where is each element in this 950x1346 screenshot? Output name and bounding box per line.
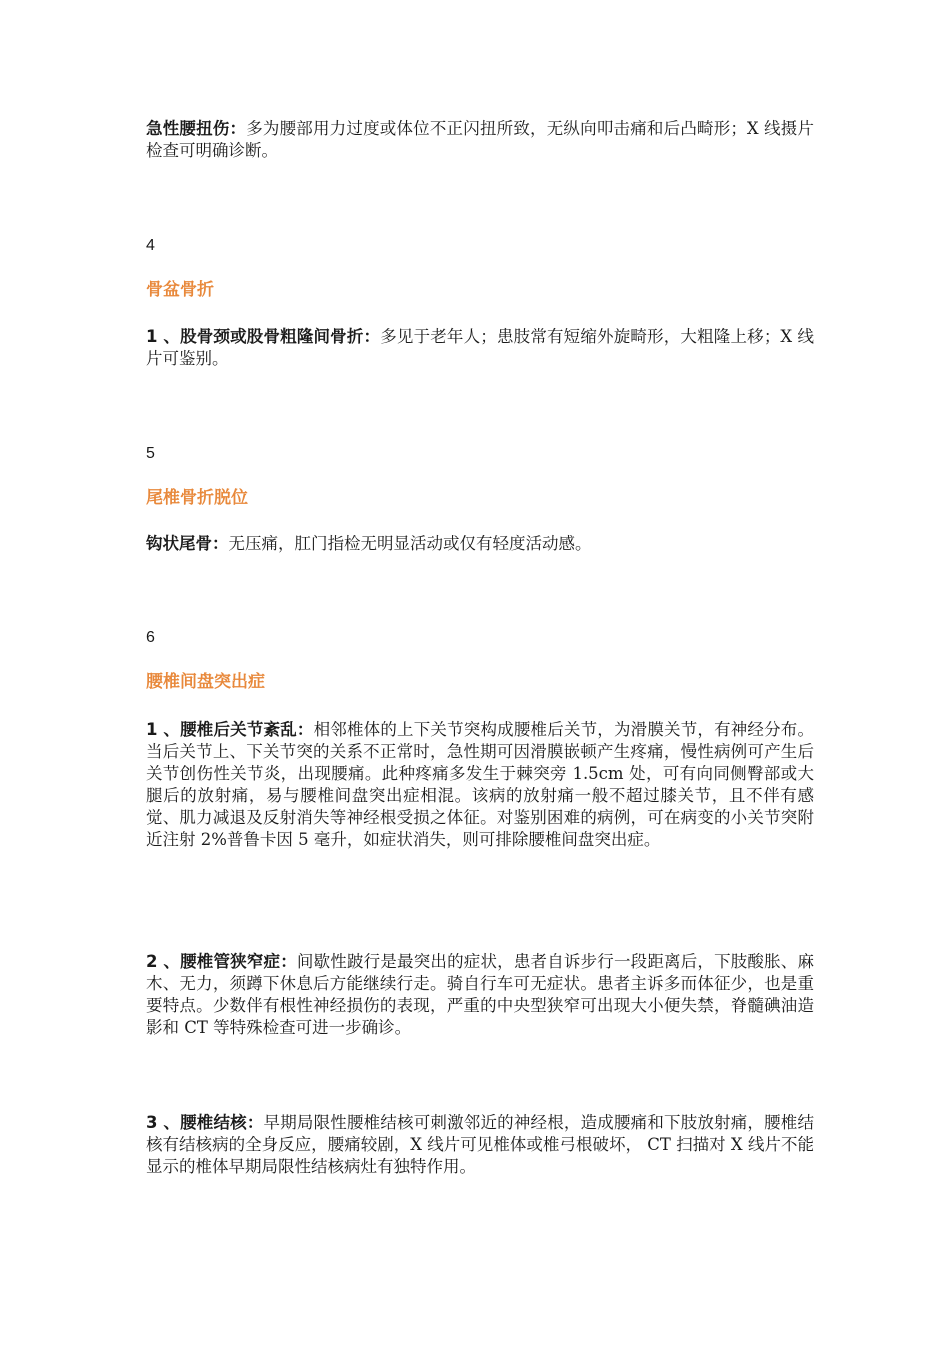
section-number: 4: [146, 237, 155, 254]
paragraph-femoral-neck-fracture: [146, 326, 814, 370]
paragraph-term: 2 、腰椎管狭窄症：: [146, 952, 297, 971]
paragraph-text: 间歇性跛行是最突出的症状，患者自诉步行一段距离后，下肢酸胀、麻木、无力，须蹲下休息后方能继续行走。骑自行车可无症状。患者主诉多而体征少，也是重要特点。少数伴有根性神经损伤的表现，严重的中央型狭窄可出现大小便失禁，脊髓碘油造影和 CT 等特殊检查可进一步确诊。: [146, 952, 814, 1037]
section-heading-disc-herniation: 腰椎间盘突出症: [146, 672, 265, 692]
paragraph-lumbar-tuberculosis: [146, 1112, 814, 1178]
paragraph-spinal-stenosis: [146, 951, 814, 1039]
paragraph-text: 早期局限性腰椎结核可刺激邻近的神经根，造成腰痛和下肢放射痛，腰椎结核有结核病的全身反应，腰痛较剧，X 线片可见椎体或椎弓根破坏， CT 扫描对 X 线片不能显示的椎体早期局限性结核病灶有独特作用。: [146, 1113, 814, 1176]
paragraph-hooked-coccyx: [146, 533, 814, 555]
paragraph-term: 急性腰扭伤：: [146, 119, 247, 138]
paragraph-term: 1 、腰椎后关节紊乱：: [146, 720, 314, 739]
paragraph-text: 无压痛，肛门指检无明显活动或仅有轻度活动感。: [228, 534, 592, 553]
paragraph-term: 1 、股骨颈或股骨粗隆间骨折：: [146, 327, 381, 346]
paragraph-facet-joint-disorder: [146, 719, 814, 851]
paragraph-term: 3 、腰椎结核：: [146, 1113, 264, 1132]
paragraph-text: 多为腰部用力过度或体位不正闪扭所致，无纵向叩击痛和后凸畸形；X 线摄片检查可明确诊断。: [146, 119, 814, 160]
paragraph-text: 相邻椎体的上下关节突构成腰椎后关节，为滑膜关节，有神经分布。当后关节上、下关节突的关系不正常时，急性期可因滑膜嵌顿产生疼痛，慢性病例可产生后关节创伤性关节炎，出现腰痛。此种疼痛多发生于棘突旁 1.5cm 处，可有向同侧臀部或大腿后的放射痛，易与腰椎间盘突出症相混。该病的放射痛一般不超过膝关节，且不伴有感觉、肌力减退及反射消失等神经根受损之体征。对鉴别困难的病例，可在病变的小关节突附近注射 2%普鲁卡因 5 毫升，如症状消失，则可排除腰椎间盘突出症。: [146, 720, 814, 849]
paragraph-text: 多见于老年人；患肢常有短缩外旋畸形，大粗隆上移；X 线片可鉴别。: [146, 327, 814, 368]
section-heading-pelvic-fracture: 骨盆骨折: [146, 280, 214, 300]
section-number: 6: [146, 629, 155, 646]
paragraph-acute-lumbar-sprain: [146, 118, 814, 162]
paragraph-term: 钩状尾骨：: [146, 534, 229, 553]
section-heading-coccyx-fracture: 尾椎骨折脱位: [146, 488, 248, 508]
section-number: 5: [146, 445, 155, 462]
